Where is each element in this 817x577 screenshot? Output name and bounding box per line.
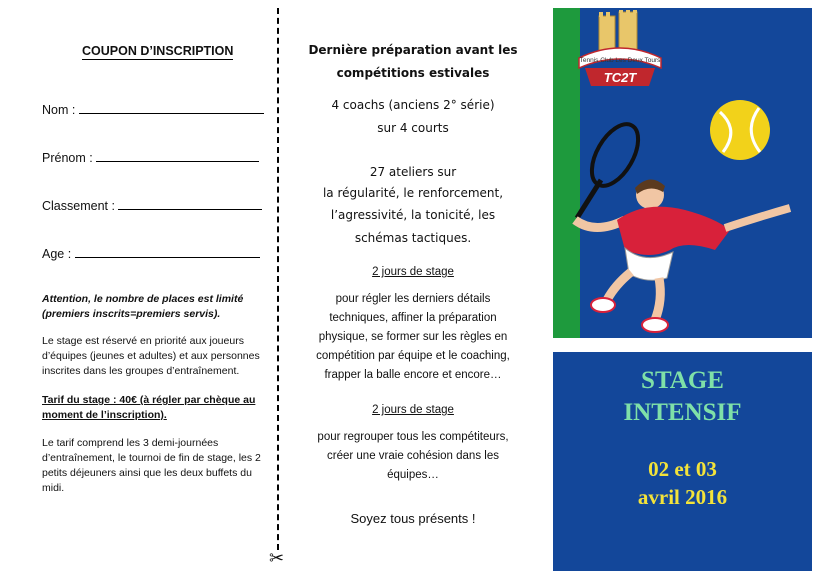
- includes-note: Le tarif comprend les 3 demi-journées d’entraînement, le tournoi de fin de stage, les 2 petits déjeuners ainsi que les deux buffets du midi.: [42, 437, 261, 494]
- heading-line-2: compétitions estivales: [336, 66, 490, 80]
- section1-title: 2 jours de stage: [372, 266, 454, 278]
- section1-line-1: pour régler les derniers détails: [335, 293, 491, 305]
- ateliers-line-3: l’agressivité, la tonicité, les: [330, 208, 496, 222]
- poster-date-line-1: 02 et 03: [648, 457, 717, 481]
- age-line[interactable]: [75, 245, 260, 258]
- ranking-label: Classement :: [42, 199, 115, 213]
- closing-text: Soyez tous présents !: [350, 511, 476, 526]
- poster-title-line-1: STAGE: [641, 367, 724, 394]
- ranking-line[interactable]: [118, 197, 262, 210]
- section2-line-3: équipes…: [387, 469, 439, 481]
- ateliers-line-2: la régularité, le renforcement,: [322, 186, 504, 200]
- heading-line-1: Dernière préparation avant les: [308, 43, 518, 57]
- firstname-line[interactable]: [96, 149, 259, 162]
- logo-arc-text: Tennis Club Les Deux Tours: [579, 57, 661, 64]
- name-line[interactable]: [79, 101, 264, 114]
- section1-line-5: frapper la balle encore et encore…: [324, 369, 502, 381]
- priority-note: Le stage est réservé en priorité aux joueurs d’équipes (jeunes et adultes) et aux personnes inscrites dans les groupes d’entraînement.: [42, 335, 260, 377]
- firstname-label: Prénom :: [42, 151, 93, 165]
- section1-line-4: compétition par équipe et le coaching,: [316, 350, 510, 362]
- attention-note: Attention, le nombre de places est limité (premiers inscrits=premiers servis).: [42, 293, 244, 320]
- ateliers-line-1: 27 ateliers sur: [369, 165, 457, 179]
- logo-badge-text: TC2T: [603, 70, 637, 85]
- tennis-player-illustration: [555, 100, 812, 335]
- cut-line: [277, 8, 279, 550]
- section1-line-2: techniques, affiner la préparation: [329, 312, 497, 324]
- poster-date-line-2: avril 2016: [637, 485, 728, 509]
- scissors-icon: ✂: [269, 548, 285, 568]
- ateliers-line-4: schémas tactiques.: [354, 231, 472, 245]
- age-label: Age :: [42, 247, 72, 261]
- age-field[interactable]: [42, 245, 260, 261]
- section2-title: 2 jours de stage: [372, 404, 454, 416]
- section1-line-3: physique, se former sur les règles en: [318, 331, 508, 343]
- ranking-field[interactable]: [42, 197, 262, 213]
- coachs-line-2: sur 4 courts: [377, 121, 449, 135]
- court-line: [553, 338, 812, 352]
- poster-title-line-2: INTENSIF: [623, 399, 742, 426]
- name-label: Nom :: [42, 103, 76, 117]
- name-field[interactable]: [42, 101, 264, 117]
- racket-icon: [582, 117, 647, 194]
- section2-line-1: pour regrouper tous les compétiteurs,: [317, 431, 509, 443]
- tarif-note: Tarif du stage : 40€ (à régler par chèque au moment de l’inscription).: [42, 394, 256, 421]
- coupon-title: COUPON D’INSCRIPTION: [82, 44, 234, 58]
- club-logo: [575, 10, 665, 86]
- coachs-line-1: 4 coachs (anciens 2° série): [331, 98, 495, 112]
- section2-line-2: créer une vraie cohésion dans les: [327, 450, 499, 462]
- firstname-field[interactable]: [42, 149, 259, 165]
